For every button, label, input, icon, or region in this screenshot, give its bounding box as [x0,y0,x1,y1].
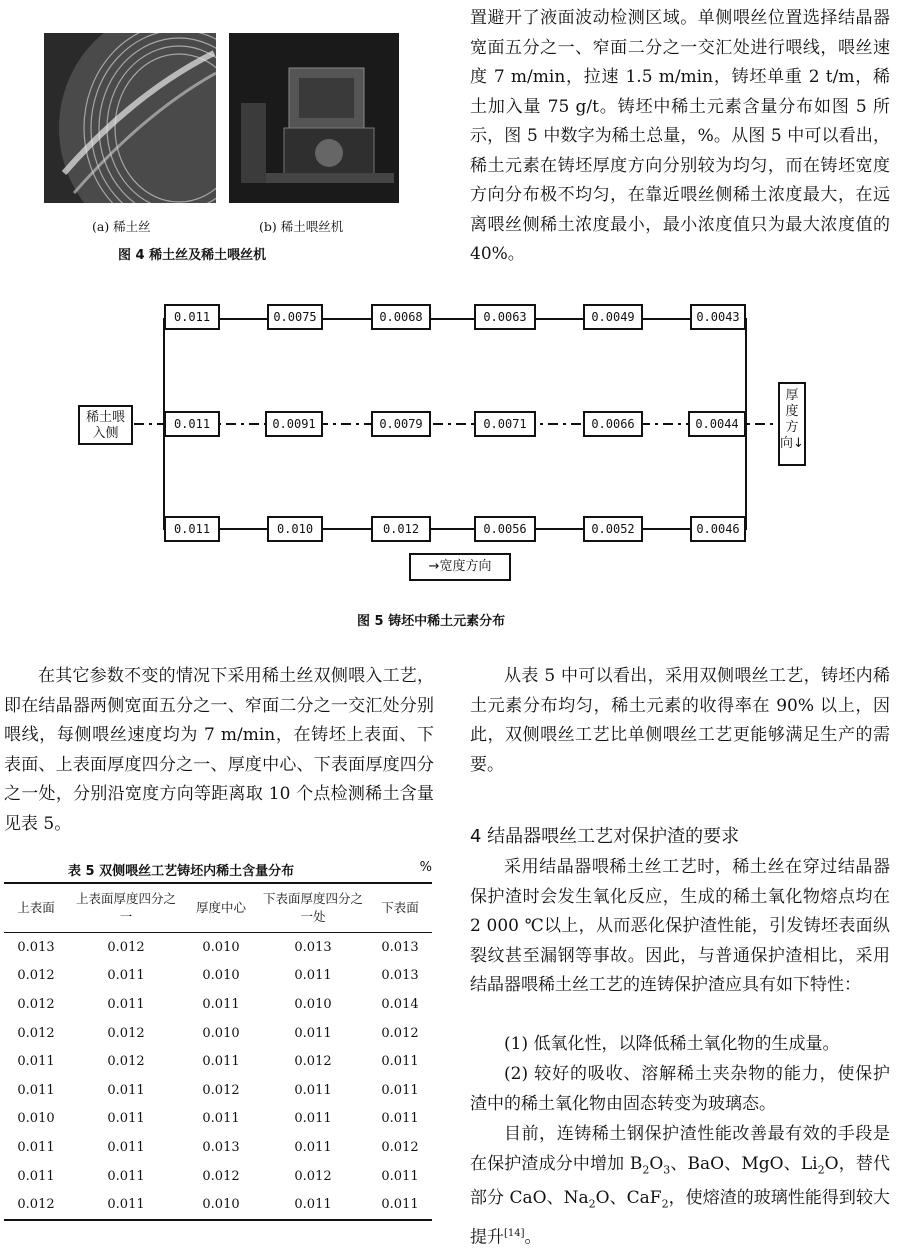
table-cell: 0.013 [294,939,332,955]
table-cell: 0.011 [107,1082,145,1098]
fig5-caption: 图 5 铸坯中稀土元素分布 [357,614,506,629]
bottom-value-6: 0.0046 [690,516,746,542]
table-cell: 0.012 [17,996,55,1012]
table-cell: 0.012 [4,1190,68,1220]
top-value-2: 0.0075 [267,304,323,330]
table-cell: 0.010 [17,1111,55,1127]
table-cell: 0.012 [17,968,55,984]
bottom-value-2: 0.010 [267,516,323,542]
table-row [4,1019,432,1048]
table-cell: 0.013 [202,1139,240,1155]
table-cell: 0.011 [381,1082,419,1098]
middle-value-1: 0.011 [164,411,220,437]
table-cell: 0.010 [184,1190,258,1220]
col-header-upper-surface: 上表面 [4,883,68,933]
table-cell: 0.011 [17,1168,55,1184]
fig4-subcaption-a: (a) 稀土丝 [92,219,151,234]
table-cell: 0.012 [107,939,145,955]
table-cell: 0.011 [381,1054,419,1070]
wire-feeder-photo [229,33,399,203]
middle-value-2: 0.0091 [265,411,323,437]
table-cell: 0.012 [294,1168,332,1184]
table-cell: 0.013 [17,939,55,955]
table-cell: 0.014 [381,996,419,1012]
table-row [4,933,432,962]
table-cell: 0.012 [17,1025,55,1041]
table-cell: 0.011 [68,1190,184,1220]
table-cell: 0.010 [202,1025,240,1041]
table-cell: 0.011 [107,996,145,1012]
width-direction-label: →宽度方向 [409,553,511,581]
table-cell: 0.011 [294,968,332,984]
col-header-upper-quarter: 上表面厚度四分之一 [68,883,184,933]
table-cell: 0.011 [17,1082,55,1098]
table-row [4,1162,432,1191]
table-cell: 0.011 [17,1139,55,1155]
table-cell: 0.012 [107,1025,145,1041]
list-item-2: (2) 较好的吸收、溶解稀土夹杂物的能力，使保护渣中的稀土氧化物由固态转变为玻璃态。 [470,1064,890,1114]
table-cell: 0.011 [107,1139,145,1155]
list-item-1: (1) 低氧化性，以降低稀土氧化物的生成量。 [504,1034,840,1054]
fig4-subcaption-b: (b) 稀土喂丝机 [259,219,344,234]
bottom-value-5: 0.0052 [583,516,643,542]
table-cell: 0.013 [381,939,419,955]
section4-title: 4 结晶器喂丝工艺对保护渣的要求 [470,826,740,847]
table5-title [4,860,432,879]
top-value-5: 0.0049 [583,304,643,330]
left-paragraph: 在其它参数不变的情况下采用稀土丝双侧喂入工艺，即在结晶器两侧宽面五分之一、窄面二分之一交汇处分别喂线，每侧喂丝速度均为 7 m/min，在铸坯上表面、下表面、上表面厚度四分之一、厚度中心、下表面厚度四分之一处，分别沿宽度方向等距离取 10 个点检测稀土含量见表 5。 [4,666,434,834]
table-cell: 0.013 [381,968,419,984]
table5-title-text: 表 5 双侧喂丝工艺铸坯内稀土含量分布 [68,864,295,879]
table-cell: 0.011 [202,1111,240,1127]
table-cell: 0.011 [294,1082,332,1098]
table-cell: 0.012 [202,1168,240,1184]
table-row [4,962,432,991]
table-cell: 0.011 [107,968,145,984]
table-cell: 0.012 [294,1054,332,1070]
middle-value-4: 0.0071 [474,411,536,437]
table-cell: 0.011 [202,1054,240,1070]
table-cell: 0.011 [107,1168,145,1184]
feed-side-label: 稀土喂入侧 [78,405,133,445]
table-row [4,1076,432,1105]
table-cell: 0.011 [258,1190,368,1220]
table-cell: 0.012 [381,1139,419,1155]
table-cell: 0.010 [294,996,332,1012]
middle-value-5: 0.0066 [583,411,643,437]
table-cell: 0.012 [202,1082,240,1098]
table-row [4,1133,432,1162]
table-row [4,1047,432,1076]
col-header-center: 厚度中心 [184,883,258,933]
top-value-4: 0.0063 [474,304,536,330]
right-paragraph-2: 采用结晶器喂稀土丝工艺时，稀土丝在穿过结晶器保护渣时会发生氧化反应，生成的稀土氧化物熔点均在 2 000 ℃以上，从而恶化保护渣性能，引发铸坯表面纵裂纹甚至漏钢等事故。因此，与普通保护渣相比，采用结晶器喂稀土丝工艺的连铸保护渣应具有如下特性： [470,857,890,995]
table-cell: 0.011 [381,1111,419,1127]
bottom-value-4: 0.0056 [474,516,536,542]
col-header-lower-quarter: 下表面厚度四分之一处 [258,883,368,933]
table-cell: 0.010 [202,939,240,955]
table-cell: 0.011 [294,1025,332,1041]
thickness-direction-label: 厚度方向↓ [778,382,806,466]
table-cell: 0.011 [17,1054,55,1070]
bottom-value-3: 0.012 [371,516,431,542]
fig4-caption: 图 4 稀土丝及稀土喂丝机 [118,248,267,263]
table-row [4,1190,432,1220]
top-value-1: 0.011 [164,304,220,330]
rare-earth-wire-photo [44,33,216,203]
top-value-6: 0.0043 [690,304,746,330]
table-cell: 0.010 [202,968,240,984]
fig5-diagram [0,290,900,590]
middle-value-3: 0.0079 [371,411,431,437]
table-cell: 0.011 [294,1111,332,1127]
table-cell: 0.012 [107,1054,145,1070]
col-header-lower-surface: 下表面 [368,883,432,933]
table-row [4,1105,432,1134]
table-cell: 0.011 [107,1111,145,1127]
table5 [4,882,432,1221]
table-cell: 0.011 [368,1190,432,1220]
table-cell: 0.012 [381,1025,419,1041]
table-row [4,990,432,1019]
right-paragraph-1: 从表 5 中可以看出，采用双侧喂丝工艺，铸坯内稀土元素分布均匀，稀土元素的收得率在 90% 以上，因此，双侧喂丝工艺比单侧喂丝工艺更能够满足生产的需要。 [470,666,890,775]
table5-unit: % [419,860,432,875]
bottom-value-1: 0.011 [164,516,220,542]
right-paragraph-3: 目前，连铸稀土钢保护渣性能改善最有效的手段是在保护渣成分中增加 $B_2O_3$、BaO、MgO、$Li_2O$，替代部分 CaO、$Na_2O$、CaF$_2$，使熔渣的玻璃性能得到较大提升[14]。 [470,1124,890,1248]
reference-14[interactable]: [14] [504,1228,525,1240]
table-cell: 0.011 [202,996,240,1012]
top-value-3: 0.0068 [371,304,431,330]
table-cell: 0.011 [381,1168,419,1184]
table5-header-row [4,883,432,933]
table-cell: 0.011 [294,1139,332,1155]
middle-value-6: 0.0044 [688,411,746,437]
right-top-paragraph: 置避开了液面波动检测区域。单侧喂丝位置选择结晶器宽面五分之一、窄面二分之一交汇处进行喂线，喂丝速度 7 m/min，拉速 1.5 m/min，铸坯单重 2 t/m，稀土加入量 75 g/t。铸坯中稀土元素含量分布如图 5 所示，图 5 中数字为稀土总量，%。从图 5 中可以看出，稀土元素在铸坯厚度方向分别较为均匀，而在铸坯宽度方向分布极不均匀，在靠近喂丝侧稀土浓度最大，在远离喂丝侧稀土浓度最小，最小浓度值只为最大浓度值的 40%。 [470,8,890,264]
